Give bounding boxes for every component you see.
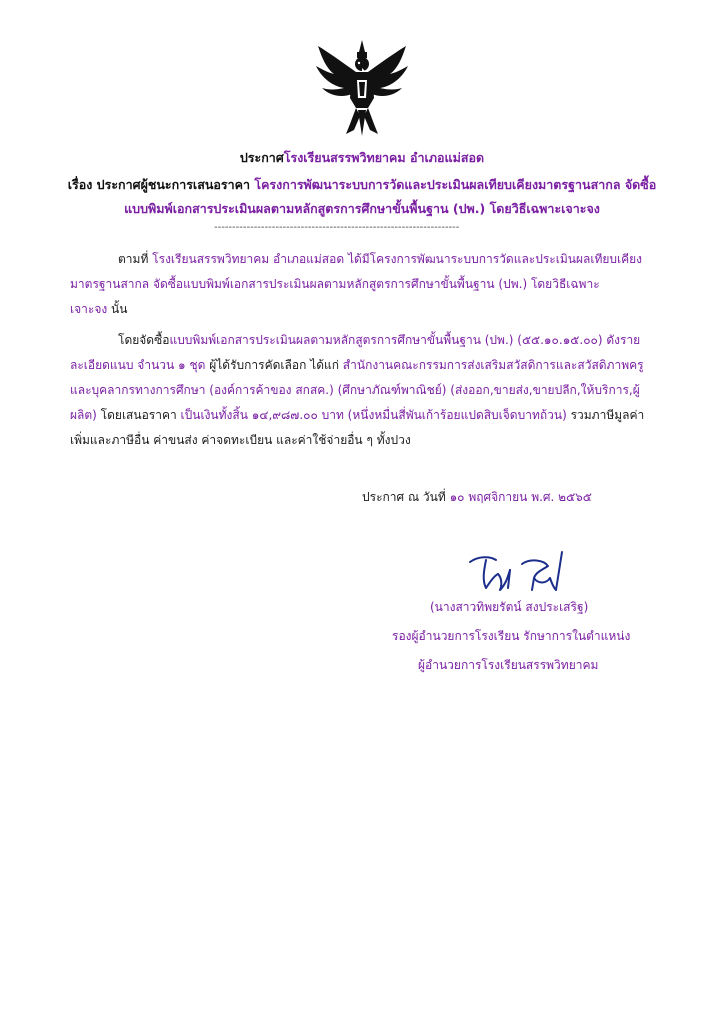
p2-lead: โดยจัดซื้อ <box>118 333 170 347</box>
paragraph-2-line-4 <box>70 406 644 425</box>
announce-date <box>362 488 592 507</box>
garuda-emblem-icon <box>312 38 412 138</box>
p2-vendor-2: ผลิต) <box>70 408 97 422</box>
signer-position-1: รองผู้อำนวยการโรงเรียน รักษาการในตำแหน่ง <box>392 629 631 643</box>
handwritten-signature <box>464 548 574 596</box>
subject-line-2: แบบพิมพ์เอกสารประเมินผลตามหลักสูตรการศึกษาขั้นพื้นฐาน (ปพ.) โดยวิธีเฉพาะเจาะจง <box>124 201 600 216</box>
paragraph-2-line-2 <box>70 356 644 375</box>
p2-vendor-1: สำนักงานคณะกรรมการส่งเสริมสวัสดิการและสวัสดิภาพครู <box>342 358 644 372</box>
announcement-title <box>40 148 684 168</box>
announce-school: โรงเรียนสรรพวิทยาคม อำเภอแม่สอด <box>283 150 485 165</box>
p1-lead: ตามที่ <box>118 252 153 266</box>
paragraph-1-line-3 <box>70 300 127 319</box>
paragraph-2-line-1 <box>118 331 640 350</box>
signer-name: (นางสาวทิพยรัตน์ สงประเสริฐ) <box>430 600 589 614</box>
p1-text-1: โรงเรียนสรรพวิทยาคม อำเภอแม่สอด ได้มีโครงการพัฒนาระบบการวัดและประเมินผลเทียบเคียง <box>152 252 643 266</box>
subject-prefix: เรื่อง ประกาศผู้ชนะการเสนอราคา <box>67 177 255 192</box>
subject-text-1: โครงการพัฒนาระบบการวัดและประเมินผลเทียบเคียงมาตรฐานสากล จัดซื้อ <box>254 177 657 192</box>
separator-line: -------------------------------------------------------------------- <box>214 222 460 233</box>
signer-position-2: ผู้อำนวยการโรงเรียนสรรพวิทยาคม <box>418 658 599 672</box>
p1-tail: นั้น <box>107 302 128 316</box>
date-prefix: ประกาศ ณ วันที่ <box>362 490 450 504</box>
p2-text-1: แบบพิมพ์เอกสารประเมินผลตามหลักสูตรการศึกษาขั้นพื้นฐาน (ปพ.) (๕๕.๑๐.๑๕.๐๐) ดังราย <box>169 333 641 347</box>
p2-amount: เป็นเงินทั้งสิ้น ๑๔,๙๘๗.๐๐ บาท (หนึ่งหมื่นสี่พันเก้าร้อยแปดสิบเจ็ดบาทถ้วน) <box>180 408 567 422</box>
p2-quantity: ละเอียดแนบ จำนวน ๑ ชุด <box>70 358 206 372</box>
date-value: ๑๐ พฤศจิกายน พ.ศ. ๒๕๖๕ <box>449 490 592 504</box>
p2-selected-label: ผู้ได้รับการคัดเลือก ได้แก่ <box>205 358 343 372</box>
p2-tax-label: รวมภาษีมูลค่า <box>566 408 645 422</box>
subject-line-1 <box>40 175 684 195</box>
announce-prefix: ประกาศ <box>239 150 284 165</box>
paragraph-1-line-1 <box>118 250 642 269</box>
paragraph-1-line-2: มาตรฐานสากล จัดซื้อแบบพิมพ์เอกสารประเมินผลตามหลักสูตรการศึกษาขั้นพื้นฐาน (ปพ.) โดยวิธีเฉพาะ <box>70 277 600 291</box>
p1-text-3: เจาะจง <box>70 302 108 316</box>
paragraph-2-line-3: และบุคลากรทางการศึกษา (องค์การค้าของ สกสค.) (ศึกษาภัณฑ์พาณิชย์) (ส่งออก,ขายส่ง,ขายปลีก,ให้บริการ,ผู้ <box>70 383 640 397</box>
p2-offer-label: โดยเสนอราคา <box>96 408 181 422</box>
paragraph-2-line-5: เพิ่มและภาษีอื่น ค่าขนส่ง ค่าจดทะเบียน และค่าใช้จ่ายอื่น ๆ ทั้งปวง <box>70 433 411 447</box>
